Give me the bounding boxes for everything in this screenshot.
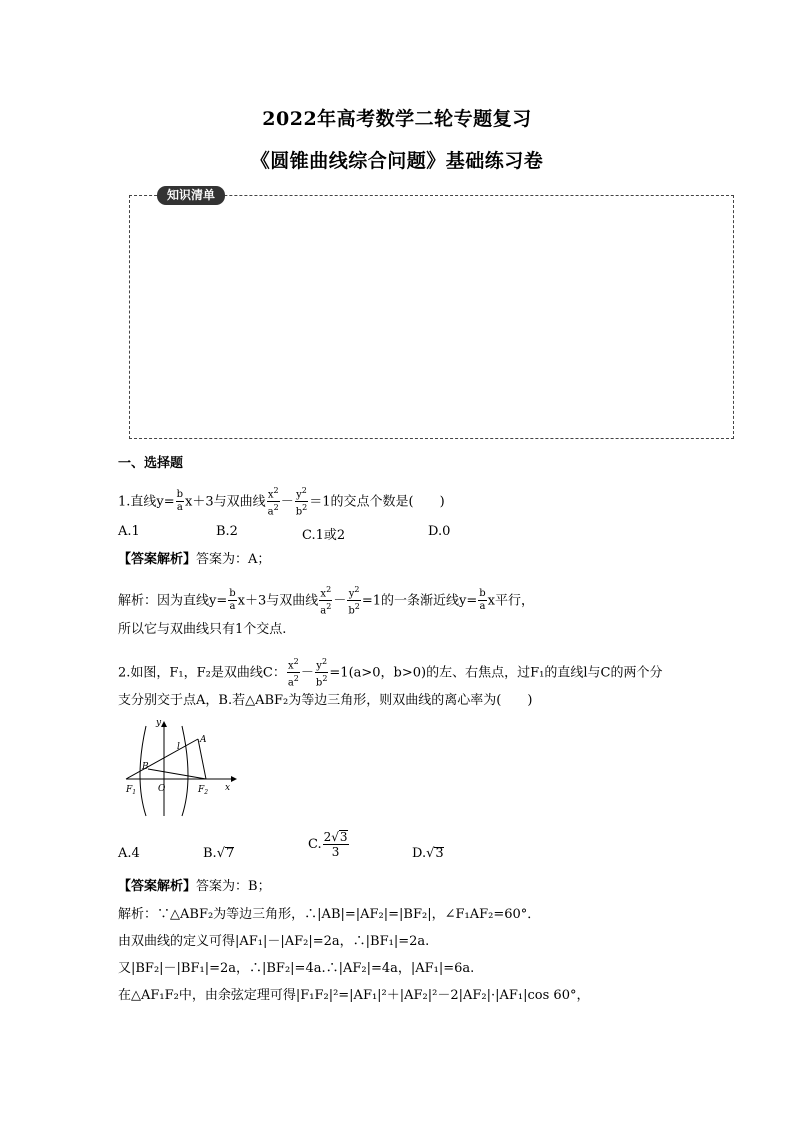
frac-x2-a2: $\frac{x^2}{a^2}$ <box>267 486 279 518</box>
q1-option-c: C.1或2 <box>302 528 346 543</box>
knowledge-tag: 知识清单 <box>157 186 225 205</box>
q1-option-a: A.1 <box>118 524 140 539</box>
q2-stem-line2: 支分别交于点A，B.若△ABF₂为等边三角形，则双曲线的离心率为( ) <box>118 693 533 708</box>
frac-y2-b2: $\frac{y^2}{b^2}$ <box>295 486 308 518</box>
label-F1: $F_1$ <box>126 785 137 796</box>
q2-option-d: D.√3 <box>412 846 444 861</box>
hyperbola-figure <box>118 716 243 820</box>
q2-explanation-4: 在△AF₁F₂中，由余弦定理可得|F₁F₂|²=|AF₁|²＋|AF₂|²－2|AF₂|·|AF₁|cos 60°， <box>118 988 590 1003</box>
section-heading: 一、选择题 <box>118 456 184 471</box>
q1-option-d: D.0 <box>428 524 451 539</box>
q1-option-b: B.2 <box>216 524 238 539</box>
q2-explanation-3: 又|BF₂|－|BF₁|=2a，∴|BF₂|=4a.∴|AF₂|=4a，|AF₁|=6a. <box>118 961 475 976</box>
q2-explanation-1: 解析：∵△ABF₂为等边三角形，∴|AB|=|AF₂|=|BF₂|，∠F₁AF₂=60°． <box>118 907 541 922</box>
q2-option-b: B.√7 <box>203 846 235 861</box>
q2-option-c: C. $\frac{2√3}{3}$ <box>308 830 348 859</box>
q1-explanation-1: 解析：因为直线y= $\frac{b}{a}$ x＋3与双曲线 $\frac{x^2}{a^2}$ － $\frac{y^2}{b^2}$ =1的一条渐近线y= $\frac{b}{a}$ x平行， <box>118 585 534 617</box>
knowledge-box <box>129 195 734 439</box>
title-line1: 2022年高考数学二轮专题复习 <box>262 108 532 130</box>
frac-b-a: $\frac{b}{a}$ <box>176 489 184 514</box>
q1-stem: 1.直线y= $\frac{b}{a}$ x＋3与双曲线 $\frac{x^2}{a^2}$ － $\frac{y^2}{b^2}$ ＝1的交点个数是( ) <box>118 486 445 518</box>
q2-stem: 2.如图，F₁，F₂是双曲线C： $\frac{x^2}{a^2}$ － $\frac{y^2}{b^2}$ =1(a>0，b>0)的左、右焦点，过F₁的直线l与C的两个分 <box>118 657 663 689</box>
label-B: B <box>142 762 149 772</box>
label-y: y <box>156 718 162 728</box>
side-bf2 <box>148 769 206 779</box>
side-af2 <box>198 739 206 779</box>
q2-answer: 【答案解析】答案为：B； <box>118 879 271 894</box>
label-F2: $F_2$ <box>198 785 209 796</box>
q2-option-a: A.4 <box>118 846 140 861</box>
label-O: O <box>158 784 166 794</box>
title-line2: 《圆锥曲线综合问题》基础练习卷 <box>250 150 544 172</box>
label-x: x <box>225 783 231 793</box>
q2-explanation-2: 由双曲线的定义可得|AF₁|－|AF₂|=2a，∴|BF₁|=2a. <box>118 934 430 949</box>
right-branch <box>182 726 188 816</box>
q1-explanation-2: 所以它与双曲线只有1个交点. <box>118 622 287 637</box>
label-l: l <box>177 742 180 752</box>
q1-answer: 【答案解析】答案为：A； <box>118 552 271 567</box>
label-A: A <box>200 735 207 745</box>
